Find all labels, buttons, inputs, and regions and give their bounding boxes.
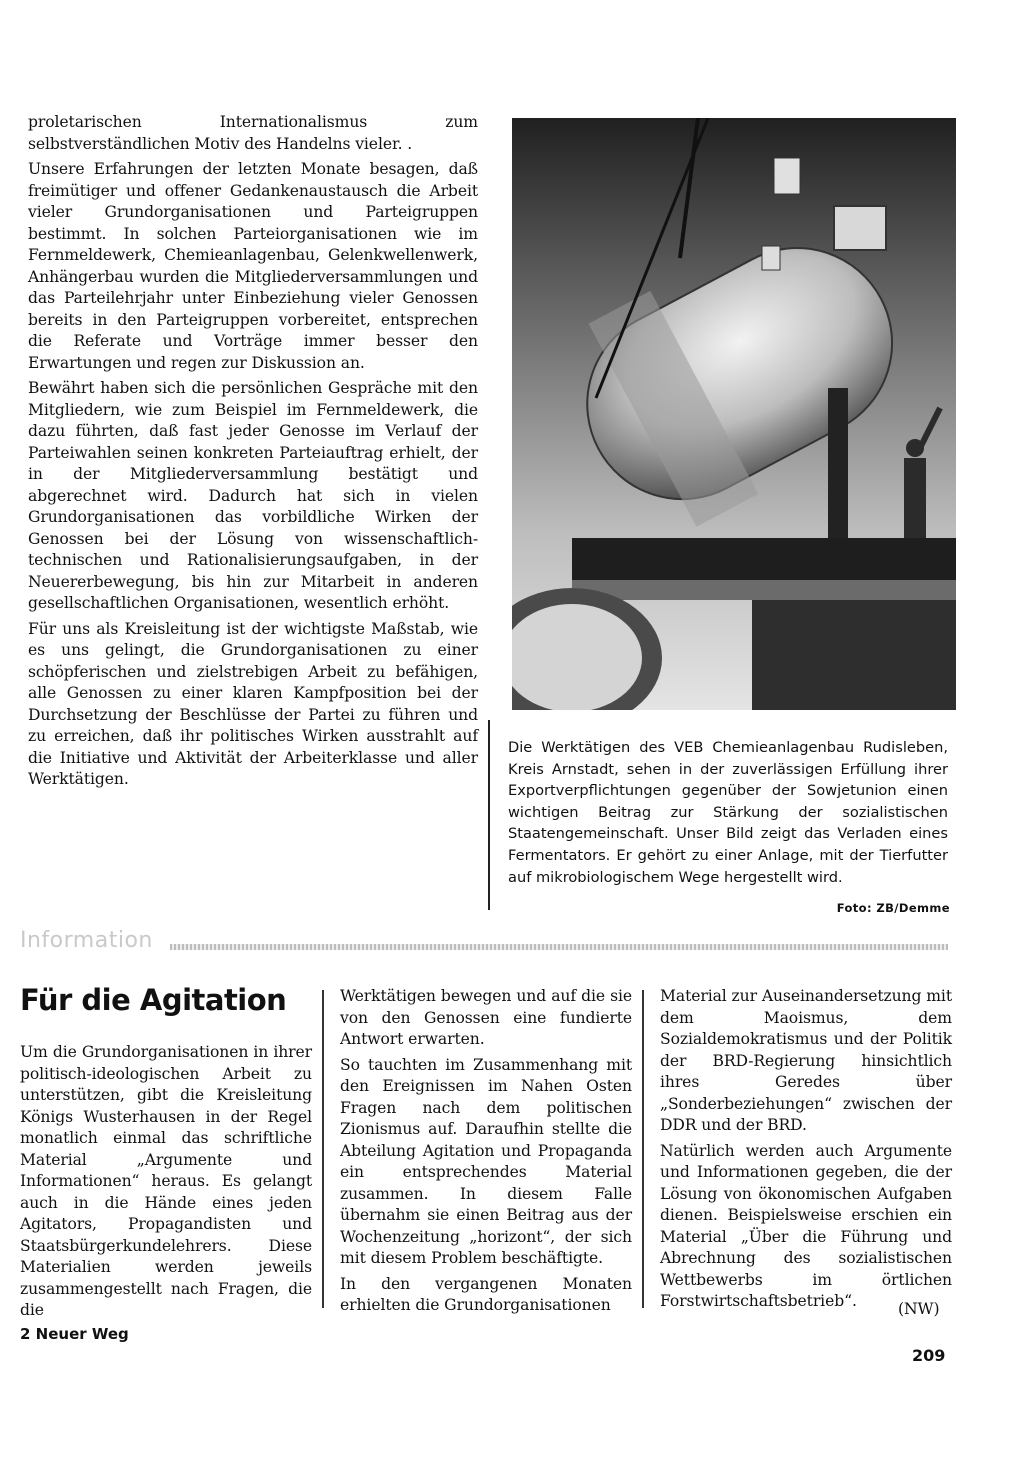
column-divider (642, 990, 644, 1308)
photo-credit: Foto: ZB/Demme (836, 901, 950, 915)
paragraph: Für uns als Kreisleitung ist der wichtigste Maßstab, wie es uns gelingt, die Grundorganisationen zu einer schöpferischen und zielstrebigen Arbeit zu befähigen, alle Genossen zu einer klaren Kampfposition bei der Durchsetzung der Beschlüsse der Partei zu führen und zu erreichen, daß ihr politisches Wirken ausstrahlt auf die Initiative und Aktivität der Arbeiterklasse und aller Werktätigen. (28, 619, 478, 788)
photo-fermentor-loading (512, 118, 956, 710)
paragraph: Bewährt haben sich die persönlichen Gespräche mit den Mitgliedern, wie zum Beispiel im Fernmeldewerk, die dazu führten, daß fast jeder Genosse im Verlauf der Parteiwahlen seinen konkreten Parteiauftrag erhielt, der in der Mitgliederversammlung bestätigt und abgerechnet wird. Dadurch hat sich in vielen Grundorganisationen das vorbildliche Wirken der Genossen bei der Lösung von wissenschaftlich-technischen und Rationalisierungsaufgaben, in der Neuererbewegung, bis hin zur Mitarbeit in anderen gesellschaftlichen Organisationen, wesentlich erhöht. (28, 379, 478, 612)
paragraph: Werktätigen bewegen und auf die sie von den Genossen eine fundierte Antwort erwarten. (340, 987, 632, 1048)
article-column-2 (340, 986, 632, 1321)
photo-caption: Die Werktätigen des VEB Chemieanlagenbau Rudisleben, Kreis Arnstadt, sehen in der zuverlässigen Erfüllung ihrer Exportverpflichtungen gegenüber der Sowjetunion einen wichtigen Beitrag zur Stärkung der sozialistischen Staatengemeinschaft. Unser Bild zeigt das Verladen eines Fermentators. Er gehört zu einer Anlage, mit der Tierfutter auf mikrobiologischem Wege hergestellt wird. (508, 739, 948, 886)
column-divider (322, 990, 324, 1308)
paragraph: Material zur Auseinandersetzung mit dem Maoismus, dem Sozialdemokratismus und der Politik der BRD-Regierung hinsichtlich ihres Geredes über „Sonderbeziehungen“ zwischen der DDR und der BRD. (660, 987, 952, 1134)
paragraph: proletarischen Internationalismus zum selbstverständlichen Motiv des Handelns vieler. . (28, 113, 478, 153)
section-label: Information (20, 928, 153, 953)
section-rule (170, 944, 948, 950)
article-headline: Für die Agitation (20, 983, 287, 1017)
footer-publication: 2 Neuer Weg (20, 1325, 129, 1343)
article-signature: (NW) (898, 1300, 940, 1318)
paragraph: Um die Grundorganisationen in ihrer politisch-ideologischen Arbeit zu unterstützen, gibt die Kreisleitung Königs Wusterhausen in der Regel monatlich einmal das schriftliche Material „Argumente und Informationen“ heraus. Es gelangt auch in die Hände eines jeden Agitators, Propagandisten und Staatsbürgerkundelehrers. Diese Materialien werden jeweils zusammengestellt nach Fragen, die die (20, 1043, 312, 1319)
paragraph: Natürlich werden auch Argumente und Informationen gegeben, die der Lösung von ökonomischen Aufgaben dienen. Beispielsweise erschien ein Material „Über die Führung und Abrechnung des sozialistischen Wettbewerbs im örtlichen Forstwirtschaftsbetrieb“. (660, 1141, 952, 1310)
top-text-column (28, 112, 478, 795)
photo-illustration (512, 118, 956, 710)
article-column-1 (20, 1042, 312, 1326)
paragraph: Unsere Erfahrungen der letzten Monate besagen, daß freimütiger und offener Gedankenaustausch die Arbeit vieler Grundorganisationen und Parteigruppen bestimmt. In solchen Parteiorganisationen wie im Fernmeldewerk, Chemieanlagenbau, Gelenkwellenwerk, Anhängerbau wurden die Mitgliederversammlungen und das Parteilehrjahr unter Einbeziehung vieler Genossen bereits in den Parteigruppen vorbereitet, entsprechen die Referate und Vorträge immer besser den Erwartungen und regen zur Diskussion an. (28, 160, 478, 372)
article-column-3 (660, 986, 952, 1317)
caption-divider (488, 720, 490, 910)
paragraph: In den vergangenen Monaten erhielten die Grundorganisationen (340, 1274, 632, 1314)
paragraph: So tauchten im Zusammenhang mit den Ereignissen im Nahen Osten Fragen nach dem politischen Zionismus auf. Daraufhin stellte die Abteilung Agitation und Propaganda ein entsprechendes Material zusammen. In diesem Falle übernahm sie einen Beitrag aus der Wochenzeitung „horizont“, der sich mit diesem Problem beschäftigte. (340, 1055, 632, 1267)
page-number: 209 (912, 1346, 946, 1365)
